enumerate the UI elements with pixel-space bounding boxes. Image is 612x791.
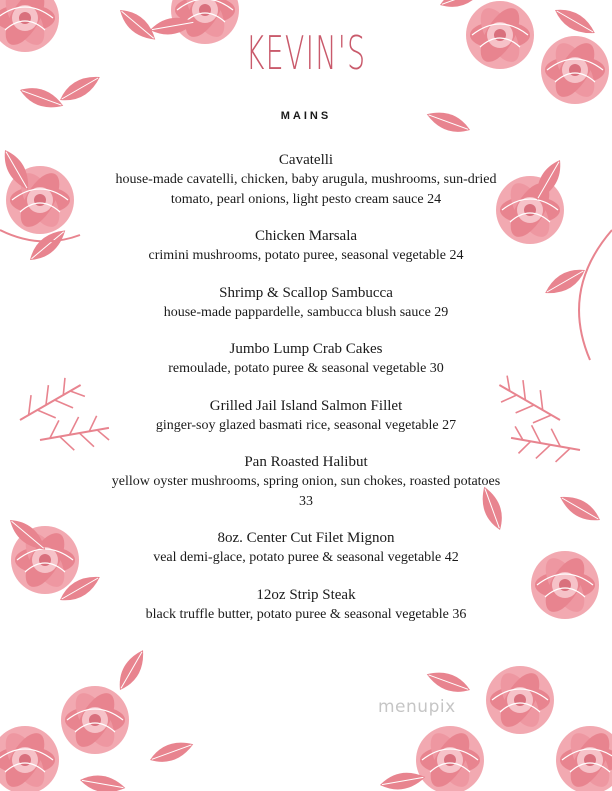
- menu-item: [110, 283, 502, 323]
- menu-item-name: Pan Roasted Halibut: [244, 454, 368, 470]
- menu-item-name: Grilled Jail Island Salmon Fillet: [209, 397, 403, 414]
- menu-items-list: [110, 150, 502, 641]
- menu-item-name: Shrimp & Scallop Sambucca: [219, 284, 393, 301]
- section-title: MAINS: [280, 110, 332, 122]
- watermark: menupix: [378, 697, 456, 717]
- menu-item-name: Chicken Marsala: [254, 228, 358, 244]
- menu-item-description: house-made pappardelle, sambucca blush sauce 29: [163, 304, 449, 320]
- menu-item-name: 8oz. Center Cut Filet Mignon: [217, 530, 395, 546]
- menu-item: [110, 585, 502, 625]
- menu-item: [110, 339, 502, 379]
- menu-item-name: Jumbo Lump Crab Cakes: [229, 341, 383, 357]
- menu-item-description: veal demi-glace, potato puree & seasonal vegetable 42: [153, 550, 459, 565]
- menu-item-description: black truffle butter, potato puree & seasonal vegetable 36: [145, 606, 467, 622]
- menu-item-name: Cavatelli: [278, 152, 334, 168]
- menu-item: [110, 226, 502, 266]
- menu-item-name: 12oz Strip Steak: [256, 586, 356, 603]
- restaurant-logo: KEVIN'S: [245, 26, 367, 80]
- menu-item-description: ginger-soy glazed basmati rice, seasonal vegetable 27: [155, 417, 457, 433]
- menu-item-description: crimini mushrooms, potato puree, seasonal vegetable 24: [148, 248, 464, 263]
- menu-item-description: house-made cavatelli, chicken, baby arugula, mushrooms, sun-dried tomato, pearl onions, light pesto cream sauce 24: [115, 172, 497, 207]
- menu-item: [110, 150, 502, 209]
- menu-item: [110, 396, 502, 436]
- menu-item: [110, 452, 502, 511]
- menu-item: [110, 528, 502, 568]
- menu-item-description: remoulade, potato puree & seasonal vegetable 30: [168, 361, 444, 376]
- menu-item-description: yellow oyster mushrooms, spring onion, sun chokes, roasted potatoes 33: [111, 474, 501, 509]
